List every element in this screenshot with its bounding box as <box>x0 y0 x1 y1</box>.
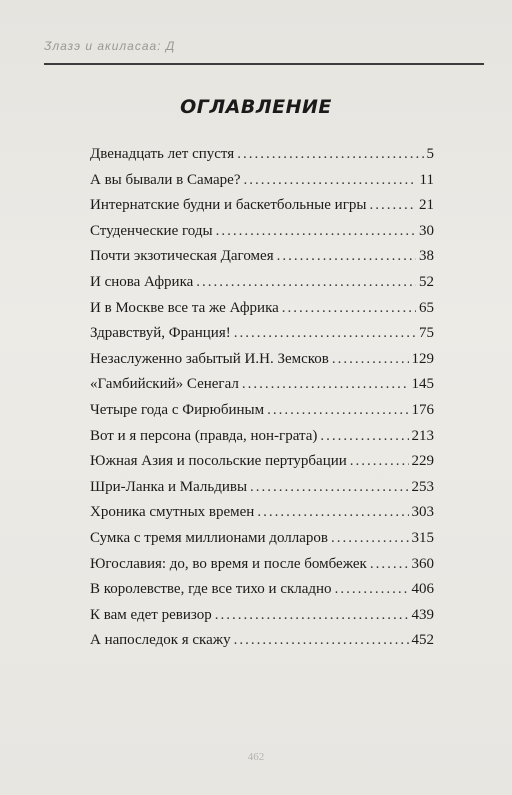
toc-entry-page: 52 <box>419 273 434 290</box>
toc-leader-dots <box>277 244 416 270</box>
toc-entry-page: 75 <box>419 325 434 342</box>
toc-entry <box>90 424 434 450</box>
toc-entry-title: Интернатские будни и баскетбольные игры <box>90 197 367 214</box>
toc-entry <box>90 449 434 475</box>
toc-entry-page: 176 <box>411 401 434 418</box>
toc-leader-dots <box>320 424 408 450</box>
toc-entry-title: «Гамбийский» Сенегал <box>90 376 239 393</box>
toc-leader-dots <box>332 347 409 373</box>
toc-entry <box>90 244 434 270</box>
toc-entry-title: А напоследок я скажу <box>90 632 231 649</box>
toc-entry-page: 30 <box>419 222 434 239</box>
toc-leader-dots <box>369 193 416 219</box>
toc-leader-dots <box>234 628 409 654</box>
toc-entry <box>90 270 434 296</box>
page-number: 462 <box>247 751 265 763</box>
toc-entry <box>90 372 434 398</box>
toc-entry <box>90 193 434 219</box>
toc-leader-dots <box>335 577 409 603</box>
toc-entry <box>90 296 434 322</box>
toc-entry-page: 439 <box>411 606 434 623</box>
toc-entry-title: А вы бывали в Самаре? <box>90 171 241 188</box>
toc-leader-dots <box>215 603 409 629</box>
toc-entry <box>90 603 434 629</box>
toc-entry <box>90 398 434 424</box>
toc-entry-title: В королевстве, где все тихо и складно <box>90 581 332 598</box>
toc-entry-title: Незаслуженно забытый И.Н. Земсков <box>90 350 329 367</box>
toc-leader-dots <box>331 526 409 552</box>
toc-leader-dots <box>257 500 408 526</box>
toc-entry <box>90 219 434 245</box>
toc-entry-title: Здравствуй, Франция! <box>90 325 231 342</box>
toc-entry-title: Южная Азия и посольские пертурбации <box>90 453 347 470</box>
running-head: Ӡлазэ и акиласаа: Д <box>44 39 176 53</box>
toc-entry-page: 229 <box>411 453 434 470</box>
toc-entry <box>90 526 434 552</box>
toc-entry-title: Студенческие годы <box>90 222 213 239</box>
toc-leader-dots <box>350 449 409 475</box>
toc-entry-page: 360 <box>411 555 434 572</box>
toc-entry-title: Шри-Ланка и Мальдивы <box>90 478 248 495</box>
toc-entry-title: К вам едет ревизор <box>90 606 212 623</box>
toc-entry-page: 406 <box>411 581 434 598</box>
page-title: ОГЛАВЛЕНИЕ <box>180 96 332 118</box>
toc-entry <box>90 500 434 526</box>
toc-entry-page: 315 <box>411 529 434 546</box>
toc-entry-title: Сумка с тремя миллионами долларов <box>90 529 328 546</box>
toc-leader-dots <box>267 398 408 424</box>
header-rule <box>44 63 484 65</box>
toc-entry <box>90 321 434 347</box>
toc-leader-dots <box>242 372 409 398</box>
toc-entry-page: 303 <box>411 504 434 521</box>
toc-entry <box>90 347 434 373</box>
table-of-contents <box>90 142 434 654</box>
toc-entry-title: Четыре года с Фирюбиным <box>90 401 265 418</box>
toc-entry <box>90 628 434 654</box>
toc-entry-page: 5 <box>426 146 434 162</box>
toc-leader-dots <box>237 142 423 168</box>
toc-leader-dots <box>216 219 416 245</box>
toc-entry-page: 213 <box>411 427 434 444</box>
toc-entry-page: 21 <box>419 197 434 214</box>
toc-leader-dots <box>282 296 416 322</box>
toc-entry-title: Вот и я персона (правда, нон-грата) <box>90 427 318 444</box>
toc-leader-dots <box>234 321 416 347</box>
toc-entry-title: И снова Африка <box>90 273 194 290</box>
toc-entry-page: 65 <box>419 299 434 316</box>
toc-entry-page: 11 <box>419 171 434 188</box>
toc-entry-page: 145 <box>411 376 434 393</box>
toc-entry <box>90 475 434 501</box>
toc-entry <box>90 577 434 603</box>
toc-entry <box>90 142 434 168</box>
toc-leader-dots <box>196 270 416 296</box>
toc-entry-title: Хроника смутных времен <box>90 504 255 521</box>
toc-entry-page: 38 <box>419 248 434 265</box>
toc-entry-title: Двенадцать лет спустя <box>90 146 235 162</box>
toc-leader-dots <box>244 168 417 194</box>
toc-leader-dots <box>250 475 408 501</box>
toc-entry-title: И в Москве все та же Африка <box>90 299 279 316</box>
toc-entry <box>90 168 434 194</box>
toc-entry-title: Югославия: до, во время и после бомбежек <box>90 555 367 572</box>
toc-leader-dots <box>370 552 409 578</box>
toc-entry <box>90 552 434 578</box>
toc-entry-page: 452 <box>411 632 434 649</box>
toc-entry-page: 129 <box>411 350 434 367</box>
toc-entry-page: 253 <box>411 478 434 495</box>
toc-entry-title: Почти экзотическая Дагомея <box>90 248 274 265</box>
